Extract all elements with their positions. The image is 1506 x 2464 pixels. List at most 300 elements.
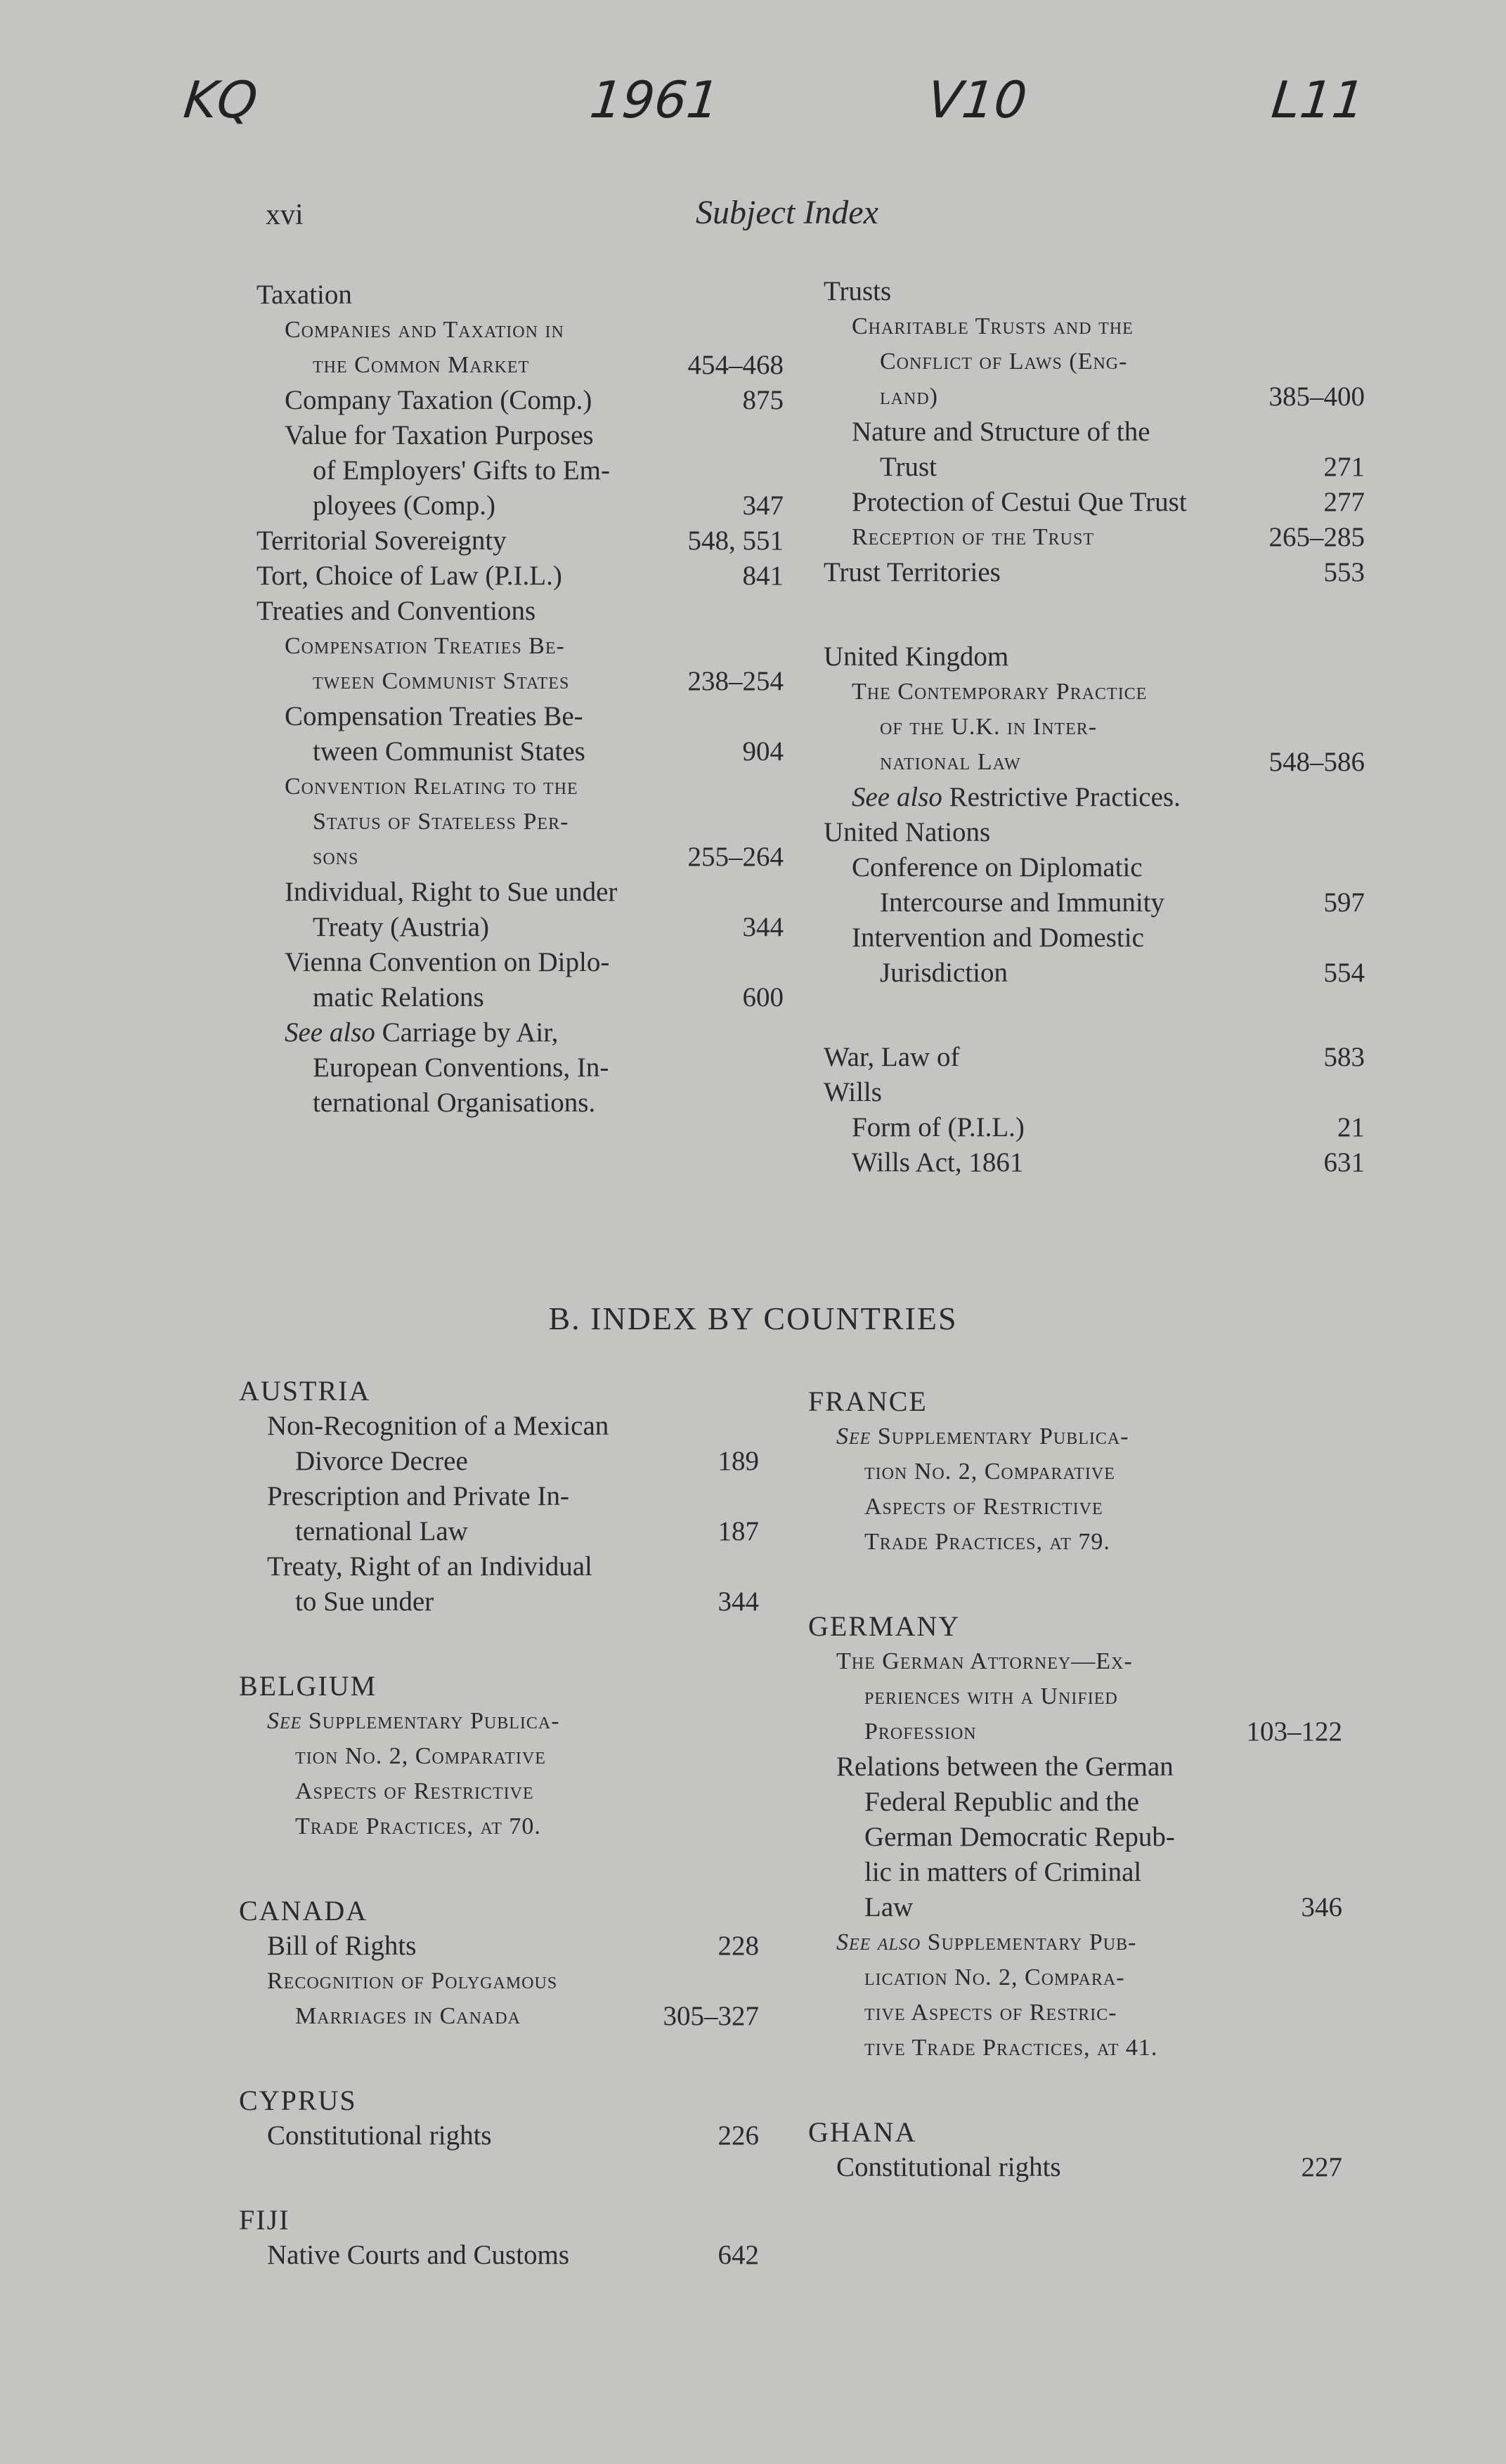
index-entry-line: [267, 1409, 759, 1444]
entry-text-line: Trade Practices, at 79.: [864, 1529, 1110, 1555]
entry-text: [285, 875, 617, 910]
index-entry-line: [852, 920, 1365, 956]
entry-text: [267, 2118, 492, 2153]
index-entry: [824, 1110, 1365, 1145]
entry-text: [824, 1075, 882, 1110]
see-also-label: See also: [285, 1017, 375, 1048]
index-entry-line: [824, 815, 1365, 850]
subject-index-left-column: [257, 278, 784, 1121]
entry-text-line: the Common Market: [313, 352, 530, 378]
index-entry-line: [267, 1584, 759, 1619]
entry-text: [267, 2238, 569, 2273]
entry-text: [285, 910, 489, 945]
index-entry-line: [852, 450, 1365, 485]
page-reference: 277: [1323, 487, 1365, 517]
index-entry-line: [836, 1454, 1342, 1490]
entry-text: [285, 418, 594, 453]
entry-text: [824, 274, 891, 309]
index-entry-line: [852, 850, 1365, 885]
entry-text-line: European Conventions, In-: [313, 1052, 609, 1083]
index-entry-line: [852, 956, 1365, 991]
index-entry-line: [836, 1855, 1342, 1890]
entry-text-line: Native Courts and Customs: [267, 2240, 570, 2270]
index-entry-line: [836, 1995, 1342, 2030]
entry-text-line: German Democratic Repub-: [864, 1822, 1175, 1852]
index-entry-line: [836, 1525, 1342, 1560]
index-entry-line: [285, 383, 784, 418]
index-entry: [257, 278, 784, 313]
index-entry: [808, 1644, 1342, 1749]
index-entry: [824, 780, 1365, 815]
index-entry-line: [285, 980, 784, 1015]
entry-text-line: Wills: [824, 1077, 882, 1107]
entry-text: [267, 1929, 416, 1964]
entry-text: [257, 523, 507, 559]
page-reference: 255–264: [687, 842, 784, 872]
handwritten-mark-3: V10: [924, 70, 1030, 129]
index-entry-line: [285, 629, 784, 664]
entry-text: [267, 1809, 541, 1844]
entry-text: [852, 745, 1021, 780]
index-entry: [824, 309, 1365, 415]
index-entry: [824, 485, 1365, 520]
entry-text-line: Charitable Trusts and the: [852, 313, 1134, 339]
index-entry-line: [257, 523, 784, 559]
entry-text-line: Supplementary Publica-: [877, 1423, 1129, 1449]
entry-text-line: Constitutional rights: [836, 2152, 1061, 2182]
index-entry-line: [267, 1704, 759, 1739]
entry-text-line: Individual, Right to Sue under: [285, 877, 618, 907]
countries-left-column: [239, 1374, 759, 2273]
index-entry-line: [267, 1809, 759, 1844]
index-entry: [239, 1704, 759, 1844]
index-entry-line: [267, 1999, 759, 2034]
index-entry-line: [285, 453, 784, 488]
entry-text-line: sons: [313, 844, 359, 870]
page-reference: 554: [1323, 958, 1365, 988]
entry-text-line: Nature and Structure of the: [852, 417, 1150, 447]
entry-text: [267, 1964, 557, 1999]
entry-text: [285, 980, 484, 1015]
entry-text: [852, 415, 1150, 450]
entry-text-line: Non-Recognition of a Mexican: [267, 1411, 609, 1441]
entry-text: [836, 1419, 1129, 1454]
entry-text: [836, 2030, 1157, 2066]
index-entry: [808, 1419, 1342, 1560]
entry-text-line: tive Trade Practices, at 41.: [864, 2035, 1158, 2061]
entry-text: [836, 1525, 1110, 1560]
index-entry-line: [285, 1015, 784, 1050]
entry-text-line: Taxation: [257, 280, 352, 310]
page-reference: 385–400: [1268, 382, 1365, 412]
entry-text-line: lication No. 2, Compara-: [864, 1964, 1125, 1990]
index-entry: [239, 1479, 759, 1549]
handwritten-mark-4: L11: [1268, 70, 1368, 129]
entry-text: [852, 450, 937, 485]
entry-text: [285, 383, 592, 418]
entry-text: [836, 1679, 1118, 1714]
index-entry-line: [852, 415, 1365, 450]
entry-text: [852, 1110, 1025, 1145]
index-entry-line: [836, 1419, 1342, 1454]
index-entry: [239, 1929, 759, 1964]
entry-text: [285, 1086, 595, 1121]
country-heading: AUSTRIA: [239, 1375, 371, 1407]
entry-text-line: Supplementary Pub-: [927, 1929, 1137, 1955]
index-entry: [808, 1925, 1342, 2066]
page-reference: 841: [742, 561, 784, 591]
country-heading: FIJI: [239, 2204, 290, 2236]
entry-text-line: Federal Republic and the: [864, 1787, 1139, 1817]
entry-text-line: Jurisdiction: [880, 958, 1008, 988]
entry-text-line: Trust Territories: [824, 557, 1001, 587]
page-reference: 103–122: [1246, 1716, 1342, 1747]
index-entry: [239, 1549, 759, 1619]
index-entry-line: [852, 485, 1365, 520]
page-reference: 454–468: [687, 350, 784, 380]
index-entry-line: [852, 745, 1365, 780]
index-entry: [824, 274, 1365, 309]
index-entry-line: [836, 1925, 1342, 1960]
index-entry-line: [852, 885, 1365, 920]
entry-text: [257, 559, 562, 594]
entry-text-line: land): [880, 384, 938, 410]
index-entry-line: [852, 520, 1365, 555]
spacer: [239, 1844, 759, 1893]
index-entry-line: [267, 1549, 759, 1584]
index-entry: [257, 313, 784, 383]
page-reference: 642: [718, 2240, 759, 2270]
index-entry: [257, 875, 784, 945]
entry-text-line: Law: [864, 1892, 914, 1922]
index-entry: [824, 920, 1365, 991]
entry-text-line: periences with a Unified: [864, 1683, 1118, 1709]
entry-text: [285, 488, 495, 523]
country-heading: CYPRUS: [239, 2085, 357, 2116]
index-entry-line: [836, 1960, 1342, 1995]
index-entry-line: [836, 1490, 1342, 1525]
entry-text: [267, 1549, 592, 1584]
index-entry-line: [824, 274, 1365, 309]
entry-text: [285, 313, 564, 348]
entry-text: [285, 453, 610, 488]
index-entry-line: [267, 1774, 759, 1809]
index-entry-line: [257, 559, 784, 594]
entry-text-line: Prescription and Private In-: [267, 1481, 569, 1511]
entry-text: [852, 309, 1134, 344]
index-entry: [239, 2238, 759, 2273]
entry-text-line: Protection of Cestui Que Trust: [852, 487, 1187, 517]
page-reference: 344: [718, 1586, 759, 1617]
page-reference: 548, 551: [687, 526, 784, 556]
entry-text: [824, 1040, 959, 1075]
page-reference: 227: [1301, 2152, 1342, 2182]
index-entry-line: [852, 1145, 1365, 1180]
spacer: [824, 991, 1365, 1040]
index-entry-line: [836, 1785, 1342, 1820]
entry-text: [852, 710, 1097, 745]
index-entry-line: [285, 734, 784, 769]
index-entry-line: [285, 1086, 784, 1121]
index-entry-line: [285, 313, 784, 348]
page-reference: 553: [1323, 557, 1365, 587]
entry-text: [852, 674, 1147, 710]
entry-text-line: Conference on Diplomatic: [852, 852, 1143, 882]
page-reference: 875: [742, 385, 784, 415]
entry-text-line: Recognition of Polygamous: [267, 1968, 558, 1994]
page-reference: 600: [742, 982, 784, 1012]
entry-text-line: Profession: [864, 1719, 977, 1745]
entry-text: [836, 1749, 1174, 1785]
index-entry-line: [285, 348, 784, 383]
page-reference: 228: [718, 1931, 759, 1961]
page-reference: 226: [718, 2120, 759, 2151]
entry-text-line: Company Taxation (Comp.): [285, 385, 592, 415]
entry-text-line: Status of Stateless Per-: [313, 809, 569, 835]
page-reference: 265–285: [1268, 522, 1365, 552]
index-entry-line: [836, 1820, 1342, 1855]
index-entry-line: [824, 1075, 1365, 1110]
index-entry-line: [267, 1444, 759, 1479]
index-entry-line: [852, 674, 1365, 710]
entry-text-line: tween Communist States: [313, 736, 585, 767]
index-entry-line: [285, 699, 784, 734]
index-entry-line: [824, 1040, 1365, 1075]
entry-text: [836, 1890, 913, 1925]
subject-index-right-column: [824, 274, 1365, 1180]
entry-text: [852, 885, 1164, 920]
country-heading: FRANCE: [808, 1386, 928, 1417]
entry-text: [836, 1785, 1139, 1820]
country-heading: BELGIUM: [239, 1670, 377, 1702]
entry-text-line: Treaties and Conventions: [257, 596, 536, 626]
index-entry: [239, 2118, 759, 2153]
page-reference: 597: [1323, 887, 1365, 918]
index-entry: [824, 1145, 1365, 1180]
index-entry-line: [836, 1714, 1342, 1749]
index-entry-line: [852, 309, 1365, 344]
index-entry-line: [836, 1644, 1342, 1679]
entry-text-line: Value for Taxation Purposes: [285, 420, 594, 450]
country-heading: GHANA: [808, 2116, 917, 2148]
index-entry-line: [267, 2238, 759, 2273]
index-entry-line: [836, 1890, 1342, 1925]
entry-text-line: Trade Practices, at 70.: [295, 1813, 541, 1839]
entry-text-line: tive Aspects of Restric-: [864, 2000, 1117, 2026]
see-also-label: See: [836, 1423, 871, 1449]
entry-text-line: Carriage by Air,: [382, 1017, 559, 1048]
page-reference: 904: [742, 736, 784, 767]
index-entry: [239, 1964, 759, 2034]
entry-text: [267, 1774, 534, 1809]
handwritten-mark-1: KQ: [181, 70, 261, 129]
entry-text: [836, 1925, 1136, 1960]
index-entry: [257, 1015, 784, 1121]
index-entry: [824, 639, 1365, 674]
handwritten-mark-2: 1961: [587, 70, 722, 129]
entry-text: [852, 379, 938, 415]
entry-text: [852, 850, 1143, 885]
entry-text: [267, 1409, 609, 1444]
entry-text: [836, 1855, 1141, 1890]
index-entry-line: [852, 344, 1365, 379]
entry-text: [824, 555, 1001, 590]
spacer: [239, 1619, 759, 1669]
entry-text-line: Vienna Convention on Diplo-: [285, 947, 610, 977]
entry-text: [836, 1960, 1125, 1995]
entry-text-line: Conflict of Laws (Eng-: [880, 348, 1128, 374]
entry-text-line: Trust: [880, 452, 937, 482]
entry-text-line: Form of (P.I.L.): [852, 1112, 1025, 1142]
entry-text: [267, 1704, 560, 1739]
index-entry: [239, 1409, 759, 1479]
entry-text-line: Aspects of Restrictive: [864, 1494, 1103, 1520]
entry-text: [285, 734, 585, 769]
index-entry: [824, 555, 1365, 590]
entry-text: [836, 1490, 1103, 1525]
index-entry-line: [267, 2118, 759, 2153]
index-entry-line: [267, 1479, 759, 1514]
index-entry-line: [285, 418, 784, 453]
entry-text: [852, 344, 1127, 379]
entry-text-line: national Law: [880, 749, 1021, 775]
entry-text: [285, 664, 569, 699]
page-reference: 238–254: [687, 666, 784, 696]
spacer: [808, 2066, 1342, 2115]
index-entry-line: [285, 664, 784, 699]
page-number: xvi: [266, 199, 304, 231]
index-entry: [824, 520, 1365, 555]
index-entry: [257, 383, 784, 418]
entry-text-line: Compensation Treaties Be-: [285, 701, 583, 731]
page-reference: 347: [742, 490, 784, 521]
entry-text: [836, 1995, 1117, 2030]
index-entry: [824, 850, 1365, 920]
index-entry-line: [852, 1110, 1365, 1145]
spacer: [239, 2153, 759, 2203]
see-also-label: See: [267, 1708, 302, 1734]
index-entry: [257, 699, 784, 769]
index-entry-line: [267, 1739, 759, 1774]
index-entry-line: [824, 639, 1365, 674]
index-entry-line: [836, 1679, 1342, 1714]
entry-text-line: Intervention and Domestic: [852, 923, 1144, 953]
index-entry: [257, 594, 784, 629]
index-entry: [257, 418, 784, 523]
entry-text-line: Wills Act, 1861: [852, 1147, 1024, 1178]
entry-text: [285, 1015, 558, 1050]
index-entry-line: [285, 1050, 784, 1086]
countries-right-column: [808, 1384, 1342, 2185]
entry-text-line: ployees (Comp.): [313, 490, 495, 521]
index-entry: [808, 1749, 1342, 1925]
entry-text-line: Companies and Taxation in: [285, 317, 564, 343]
index-entry: [257, 523, 784, 559]
entry-text-line: to Sue under: [295, 1586, 434, 1617]
index-entry: [257, 629, 784, 699]
entry-text: [285, 840, 358, 875]
index-entry-line: [267, 1514, 759, 1549]
entry-text: [836, 1454, 1115, 1490]
entry-text-line: War, Law of: [824, 1042, 960, 1072]
index-entry-line: [267, 1929, 759, 1964]
index-entry-line: [257, 594, 784, 629]
entry-text: [852, 780, 1181, 815]
spacer: [824, 590, 1365, 639]
entry-text-line: tion No. 2, Comparative: [864, 1459, 1115, 1485]
index-entry: [257, 945, 784, 1015]
entry-text-line: The German Attorney—Ex-: [836, 1648, 1133, 1674]
entry-text: [852, 1145, 1023, 1180]
index-entry-line: [257, 278, 784, 313]
index-entry-line: [285, 945, 784, 980]
entry-text: [852, 485, 1187, 520]
index-entry: [824, 674, 1365, 780]
page-reference: 583: [1323, 1042, 1365, 1072]
entry-text-line: Compensation Treaties Be-: [285, 633, 565, 659]
entry-text: [267, 1444, 468, 1479]
entry-text: [852, 520, 1094, 555]
entry-text: [852, 920, 1144, 956]
page-reference: 346: [1301, 1892, 1342, 1922]
page-reference: 344: [742, 912, 784, 942]
entry-text: [852, 956, 1008, 991]
entry-text-line: Bill of Rights: [267, 1931, 417, 1961]
index-entry-line: [285, 875, 784, 910]
entry-text-line: Trusts: [824, 276, 892, 306]
entry-text-line: Supplementary Publica-: [308, 1708, 560, 1734]
entry-text-line: Aspects of Restrictive: [295, 1778, 534, 1804]
see-also-label: See also: [852, 782, 942, 812]
page-reference: 187: [718, 1516, 759, 1546]
index-entry-line: [852, 780, 1365, 815]
index-entry: [824, 1040, 1365, 1075]
entry-text: [267, 1584, 434, 1619]
section-b-title: B. INDEX BY COUNTRIES: [548, 1301, 958, 1336]
entry-text: [267, 1479, 569, 1514]
entry-text-line: tween Communist States: [313, 668, 570, 694]
index-entry: [808, 2150, 1342, 2185]
entry-text: [836, 1820, 1175, 1855]
entry-text-line: Divorce Decree: [295, 1446, 468, 1476]
entry-text: [285, 348, 529, 383]
index-entry-line: [836, 2150, 1342, 2185]
page-title: Subject Index: [696, 194, 878, 231]
entry-text-line: Territorial Sovereignty: [257, 526, 507, 556]
index-entry-line: [285, 488, 784, 523]
entry-text-line: The Contemporary Practice: [852, 679, 1148, 705]
entry-text-line: Intercourse and Immunity: [880, 887, 1165, 918]
entry-text: [285, 804, 569, 840]
entry-text-line: Marriages in Canada: [295, 2003, 521, 2029]
index-entry-line: [285, 769, 784, 804]
entry-text-line: Restrictive Practices.: [949, 782, 1181, 812]
spacer: [808, 1560, 1342, 1609]
country-heading: CANADA: [239, 1895, 368, 1927]
page-reference: 631: [1323, 1147, 1365, 1178]
entry-text: [836, 2150, 1061, 2185]
entry-text-line: of the U.K. in Inter-: [880, 714, 1098, 740]
entry-text: [285, 769, 578, 804]
entry-text-line: Constitutional rights: [267, 2120, 492, 2151]
page-reference: 21: [1337, 1112, 1365, 1142]
entry-text-line: of Employers' Gifts to Em-: [313, 455, 610, 485]
entry-text-line: United Kingdom: [824, 641, 1009, 672]
index-entry-line: [285, 804, 784, 840]
entry-text-line: Tort, Choice of Law (P.I.L.): [257, 561, 562, 591]
entry-text: [267, 1999, 521, 2034]
entry-text: [257, 594, 535, 629]
